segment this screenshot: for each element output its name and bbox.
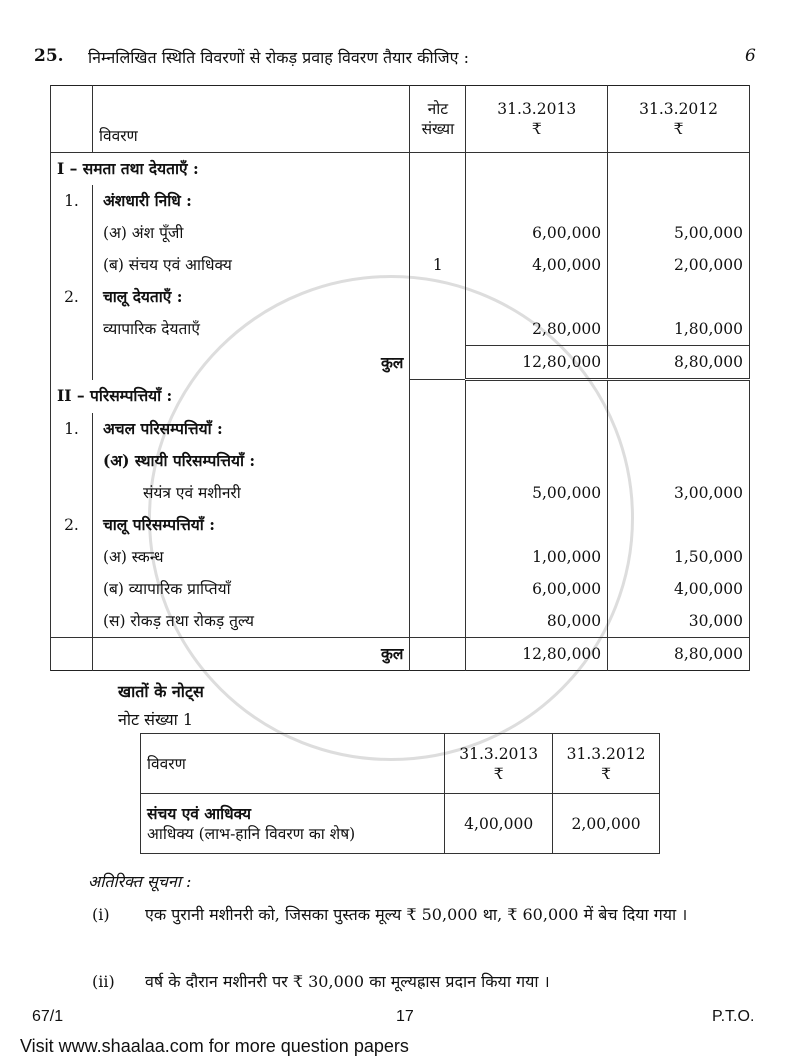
row-value-2012 — [608, 185, 750, 217]
row-value-2013: 12,80,000 — [466, 638, 608, 671]
row-value-2012 — [608, 281, 750, 313]
row-value-2013: 1,00,000 — [466, 541, 608, 573]
table-row — [51, 573, 750, 605]
row-number — [51, 573, 93, 605]
note-number: नोट संख्या 1 — [118, 710, 194, 729]
balance-sheet-table — [50, 85, 750, 671]
notes-header-2013: 31.3.2013 ₹ — [445, 734, 553, 794]
notes-row-2012: 2,00,000 — [553, 794, 660, 854]
row-value-2012: 8,80,000 — [608, 638, 750, 671]
row-label: व्यापारिक देयताएँ — [92, 313, 409, 346]
item-text: एक पुरानी मशीनरी को, जिसका पुस्तक मूल्य ₹ 50,000 था, ₹ 60,000 में बेच दिया गया । — [145, 905, 688, 924]
row-value-2013: 6,00,000 — [466, 573, 608, 605]
row-value-2012 — [608, 445, 750, 477]
row-value-2013 — [466, 380, 608, 414]
row-label: (अ) स्थायी परिसम्पत्तियाँ : — [92, 445, 409, 477]
row-note — [410, 445, 466, 477]
row-number: 2. — [51, 509, 93, 541]
row-value-2013 — [466, 509, 608, 541]
table-row — [51, 509, 750, 541]
table-row — [51, 313, 750, 346]
question-marks: 6 — [745, 46, 756, 66]
row-value-2013: 12,80,000 — [466, 346, 608, 380]
row-label: संयंत्र एवं मशीनरी — [92, 477, 409, 509]
notes-row-title: संचय एवं आधिक्य — [147, 803, 251, 823]
table-row — [51, 249, 750, 281]
row-value-2013 — [466, 153, 608, 186]
row-note — [410, 346, 466, 380]
row-label: कुल — [92, 638, 409, 671]
notes-row — [141, 794, 660, 854]
row-value-2012: 1,50,000 — [608, 541, 750, 573]
row-value-2012 — [608, 413, 750, 445]
notes-header — [141, 734, 660, 794]
table-row — [51, 217, 750, 249]
row-label: चालू देयताएँ : — [92, 281, 409, 313]
row-number — [51, 605, 93, 638]
row-value-2013: 6,00,000 — [466, 217, 608, 249]
row-value-2012: 4,00,000 — [608, 573, 750, 605]
row-note: 1 — [410, 249, 466, 281]
row-value-2013: 5,00,000 — [466, 477, 608, 509]
table-row — [51, 605, 750, 638]
row-note — [410, 541, 466, 573]
row-note — [410, 217, 466, 249]
row-value-2012: 1,80,000 — [608, 313, 750, 346]
row-value-2012 — [608, 380, 750, 414]
row-note — [410, 605, 466, 638]
table-header — [51, 86, 750, 153]
row-number: 1. — [51, 185, 93, 217]
table-row — [51, 638, 750, 671]
row-number — [51, 217, 93, 249]
question-text: निम्नलिखित स्थिति विवरणों से रोकड़ प्रवाह विवरण तैयार कीजिए : — [88, 48, 469, 67]
row-value-2013 — [466, 445, 608, 477]
row-number — [51, 346, 93, 380]
table-row — [51, 153, 750, 186]
row-label: (ब) व्यापारिक प्राप्तियाँ — [92, 573, 409, 605]
row-note — [410, 509, 466, 541]
row-value-2012: 3,00,000 — [608, 477, 750, 509]
paper-code: 67/1 — [32, 1008, 64, 1025]
table-row — [51, 477, 750, 509]
row-note — [410, 313, 466, 346]
row-value-2013: 80,000 — [466, 605, 608, 638]
notes-table — [140, 733, 660, 854]
row-value-2013: 2,80,000 — [466, 313, 608, 346]
row-number — [51, 445, 93, 477]
table-row — [51, 281, 750, 313]
row-number: 1. — [51, 413, 93, 445]
row-value-2012: 30,000 — [608, 605, 750, 638]
pto-label: P.T.O. — [712, 1008, 755, 1025]
row-note — [410, 380, 466, 414]
header-2013: 31.3.2013 ₹ — [466, 86, 608, 153]
notes-header-particulars: विवरण — [141, 734, 445, 794]
item-number: (i) — [92, 905, 110, 924]
section-heading: I – समता तथा देयताएँ : — [51, 153, 410, 186]
row-label: (ब) संचय एवं आधिक्य — [92, 249, 409, 281]
section-heading: II – परिसम्पत्तियाँ : — [51, 380, 410, 414]
row-label: चालू परिसम्पत्तियाँ : — [92, 509, 409, 541]
row-label: (अ) अंश पूँजी — [92, 217, 409, 249]
row-value-2012 — [608, 509, 750, 541]
page-number: 17 — [396, 1008, 414, 1025]
row-note — [410, 638, 466, 671]
row-value-2012 — [608, 153, 750, 186]
row-value-2013 — [466, 413, 608, 445]
row-note — [410, 477, 466, 509]
table-row — [51, 380, 750, 414]
notes-heading: खातों के नोट्स — [118, 682, 204, 701]
row-note — [410, 153, 466, 186]
row-note — [410, 413, 466, 445]
row-label: कुल — [92, 346, 409, 380]
item-text: वर्ष के दौरान मशीनरी पर ₹ 30,000 का मूल्यह्रास प्रदान किया गया । — [145, 972, 550, 991]
header-2012: 31.3.2012 ₹ — [608, 86, 750, 153]
row-label: अंशधारी निधि : — [92, 185, 409, 217]
table-row — [51, 413, 750, 445]
notes-header-2012: 31.3.2012 ₹ — [553, 734, 660, 794]
row-value-2013 — [466, 185, 608, 217]
visit-link[interactable]: Visit www.shaalaa.com for more question papers — [20, 1036, 409, 1056]
row-label: अचल परिसम्पत्तियाँ : — [92, 413, 409, 445]
row-value-2013: 4,00,000 — [466, 249, 608, 281]
header-note: नोट संख्या — [410, 86, 466, 153]
row-value-2012: 8,80,000 — [608, 346, 750, 380]
row-number — [51, 477, 93, 509]
row-label: (अ) स्कन्ध — [92, 541, 409, 573]
row-value-2012: 5,00,000 — [608, 217, 750, 249]
row-value-2012: 2,00,000 — [608, 249, 750, 281]
header-particulars: विवरण — [92, 86, 409, 153]
table-row — [51, 445, 750, 477]
notes-row-2013: 4,00,000 — [445, 794, 553, 854]
notes-row-sub: आधिक्य (लाभ-हानि विवरण का शेष) — [147, 824, 356, 843]
row-number — [51, 541, 93, 573]
table-row — [51, 541, 750, 573]
row-label: (स) रोकड़ तथा रोकड़ तुल्य — [92, 605, 409, 638]
row-number — [51, 313, 93, 346]
table-row — [51, 185, 750, 217]
row-number: 2. — [51, 281, 93, 313]
row-number — [51, 249, 93, 281]
item-number: (ii) — [92, 972, 115, 991]
row-value-2013 — [466, 281, 608, 313]
row-note — [410, 185, 466, 217]
table-row — [51, 346, 750, 380]
row-number — [51, 638, 93, 671]
question-number: 25. — [34, 46, 64, 66]
row-note — [410, 573, 466, 605]
row-note — [410, 281, 466, 313]
additional-info-heading: अतिरिक्त सूचना : — [88, 872, 192, 891]
